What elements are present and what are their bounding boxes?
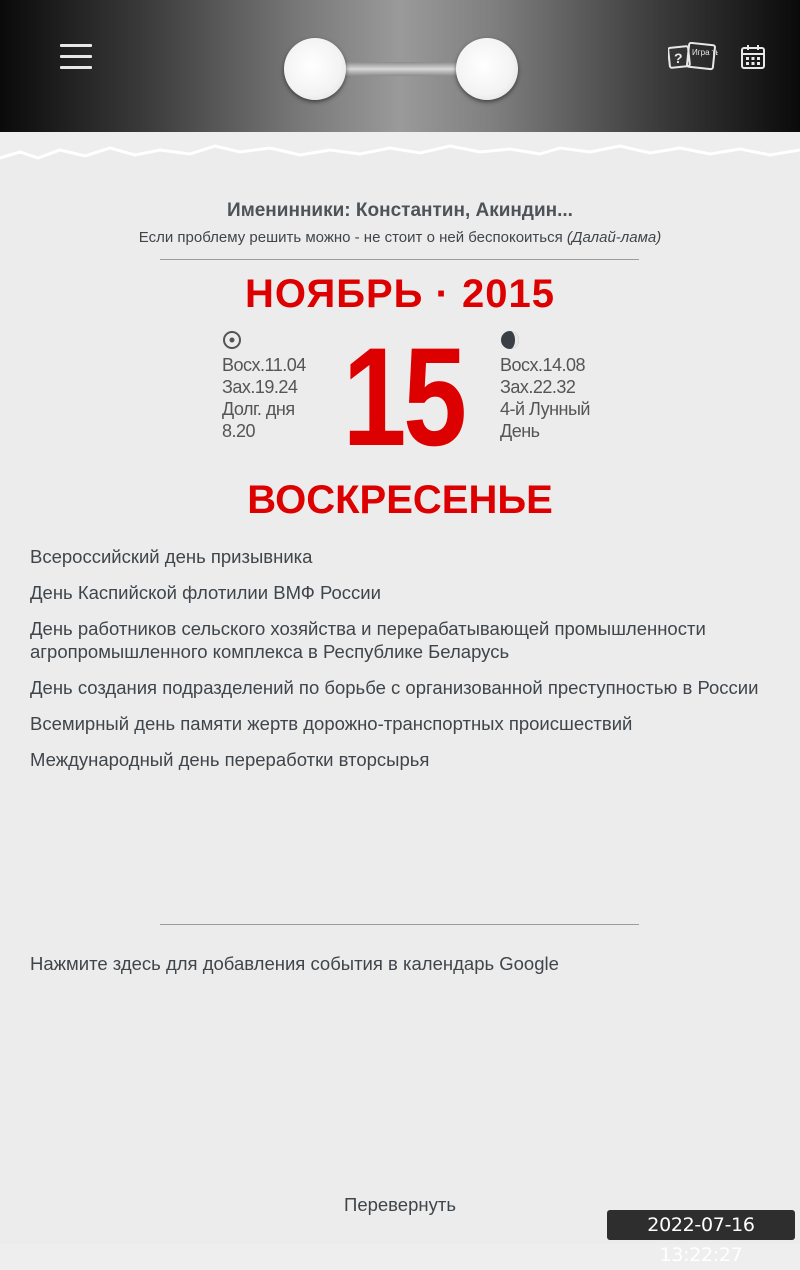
- namedays-title: Именинники: Константин, Акиндин...: [227, 200, 573, 221]
- event-item: День Каспийской флотилии ВМФ России: [30, 582, 381, 603]
- quote-author: (Далай-лама): [566, 229, 662, 246]
- events-list: [30, 545, 770, 784]
- event-item: День работников сельского хозяйства и перерабатывающей промышленности агропромышленного комплекса в Республике Беларусь: [30, 618, 706, 662]
- flip-button[interactable]: Перевернуть: [344, 1194, 456, 1215]
- sunset-time: Зах.19.24: [222, 377, 298, 397]
- quote-text: Если проблему решить можно - не стоит о ней беспокоиться: [138, 229, 563, 246]
- lunar-day-suffix: День: [500, 421, 540, 441]
- quote: [0, 229, 800, 246]
- sunrise-time: Восх.11.04: [222, 355, 306, 375]
- divider-bottom: [160, 924, 639, 925]
- moon-phase-icon: [500, 330, 520, 350]
- day-length-label: Долг. дня: [222, 399, 295, 419]
- lunar-day: 4-й Лунный: [500, 399, 590, 419]
- timestamp-overlay: 2022-07-16 13:22:27: [607, 1210, 795, 1240]
- binder-ring-left: [284, 38, 346, 100]
- month-year: НОЯБРЬ · 2015: [245, 272, 555, 316]
- torn-paper-edge: [0, 128, 800, 168]
- app-header: [0, 0, 800, 132]
- event-item: Всероссийский день призывника: [30, 546, 313, 567]
- event-item: Международный день переработки вторсырья: [30, 749, 430, 770]
- moonset-time: Зах.22.32: [500, 377, 576, 397]
- hamburger-menu-icon[interactable]: [60, 44, 92, 70]
- event-item: День создания подразделений по борьбе с организованной преступностью в России: [30, 677, 759, 698]
- divider-top: [160, 259, 639, 260]
- sun-info: [222, 354, 306, 442]
- moon-info: [500, 354, 590, 442]
- add-google-calendar-link[interactable]: Нажмите здесь для добавления события в календарь Google: [30, 953, 559, 974]
- svg-text:Игра ть: Игра ть: [692, 48, 718, 57]
- svg-text:?: ?: [674, 50, 683, 66]
- day-length-value: 8.20: [222, 421, 256, 441]
- moonrise-time: Восх.14.08: [500, 355, 586, 375]
- binder-rings: [284, 38, 520, 102]
- day-number: 15: [342, 318, 464, 475]
- binder-ring-right: [456, 38, 518, 100]
- weekday: ВОСКРЕСЕНЬЕ: [247, 478, 553, 522]
- event-item: Всемирный день памяти жертв дорожно-транспортных происшествий: [30, 713, 633, 734]
- games-icon[interactable]: [668, 42, 718, 72]
- calendar-icon[interactable]: [740, 44, 766, 70]
- sun-icon: [222, 330, 242, 350]
